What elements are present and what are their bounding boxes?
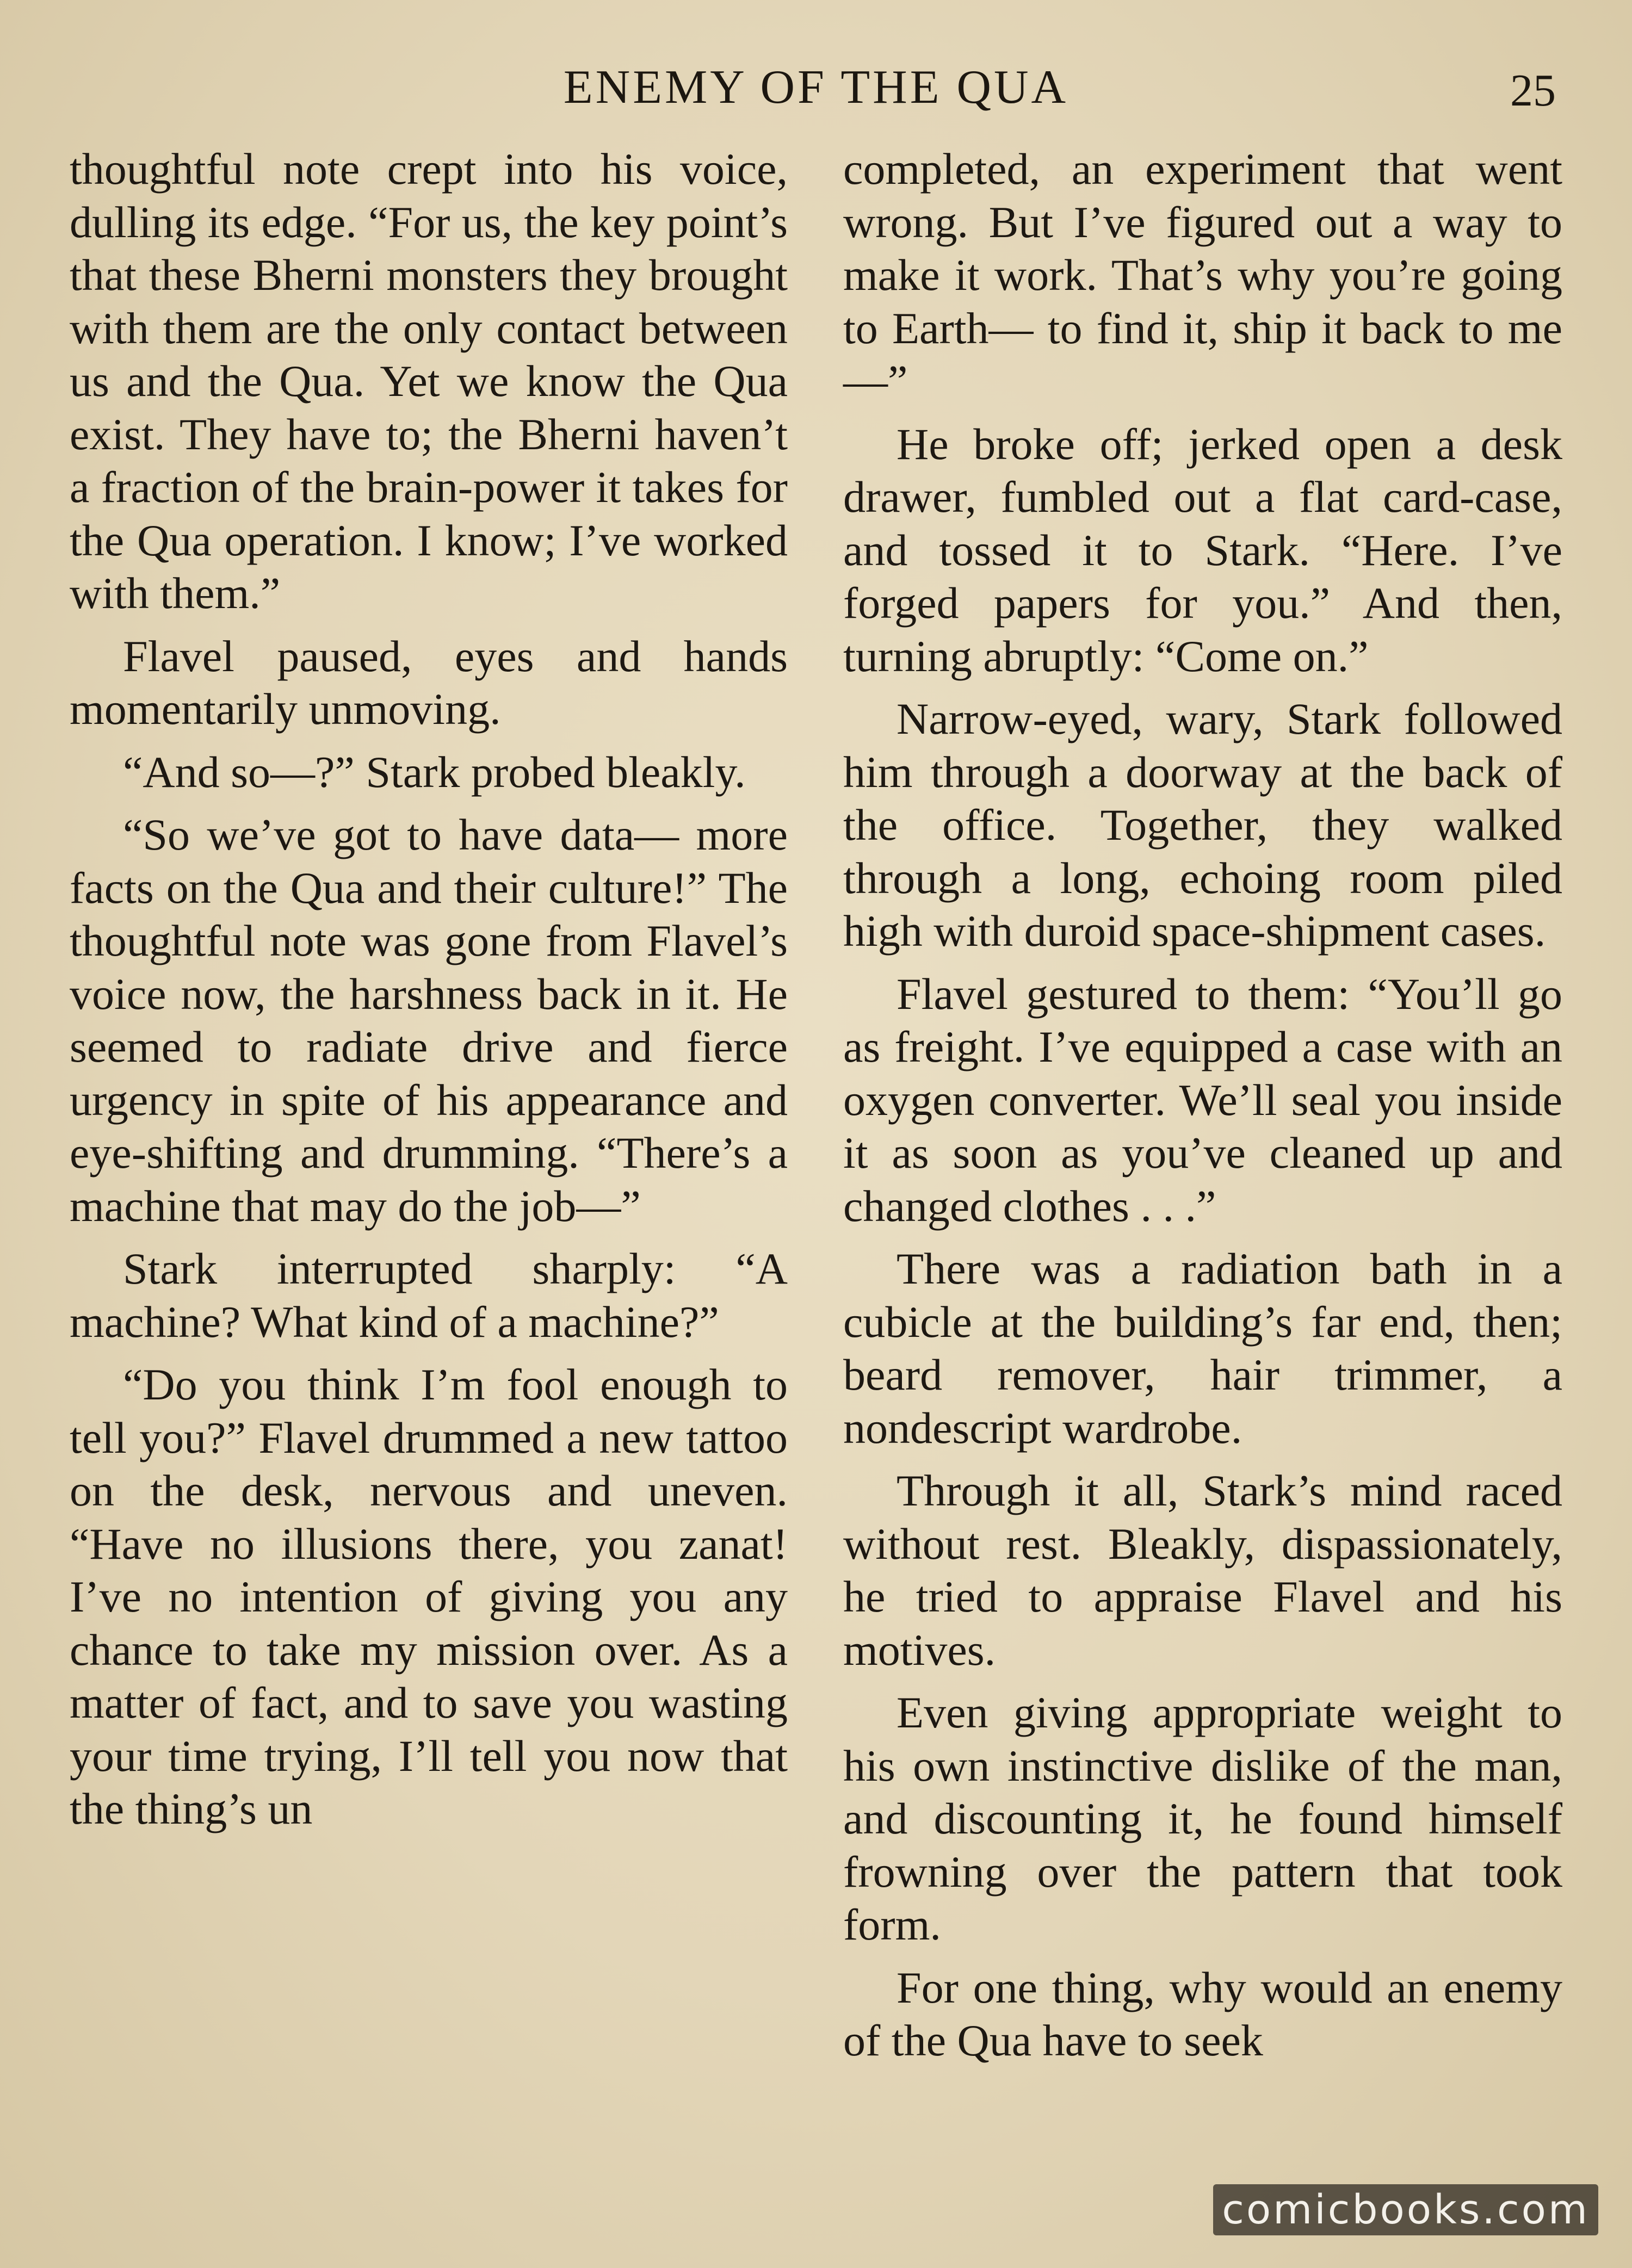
left-column <box>70 142 788 1845</box>
paragraph: “So we’ve got to have data— more facts on the Qua and their culture!” The thoughtful note was gone from Flavel’s voice now, the harshness back in it. He seemed to radiate drive and fierce urgency in spite of his appearance and eye-shifting and drumming. “There’s a machine that may do the job—” <box>70 810 788 1231</box>
watermark: comicbooks.com <box>1213 2184 1598 2235</box>
running-head: ENEMY OF THE QUA <box>563 61 1069 114</box>
paragraph: Flavel gestured to them: “You’ll go as freight. I’ve equipped a case with an oxygen converter. We’ll seal you inside it as soon as you’ve cleaned up and changed clothes . . .” <box>843 969 1562 1231</box>
right-column <box>843 142 1562 2077</box>
paragraph: completed, an experiment that went wrong. But I’ve figured out a way to make it work. That’s why you’re going to Earth— to find it, ship it back to me—” <box>843 144 1562 406</box>
paragraph: For one thing, why would an enemy of the Qua have to seek <box>843 1962 1562 2065</box>
paragraph: He broke off; jerked open a desk drawer, fumbled out a flat card-case, and tossed it to Stark. “Here. I’ve forged papers for you.” And then, turning abruptly: “Come on.” <box>843 419 1562 681</box>
page-header <box>0 54 1632 120</box>
page-number: 25 <box>1510 65 1556 116</box>
paragraph: There was a radiation bath in a cubicle at the building’s far end, then; beard remover, hair trimmer, a nondescript wardrobe. <box>843 1244 1562 1453</box>
paragraph: thoughtful note crept into his voice, dulling its edge. “For us, the key point’s that these Bherni monsters they brought with them are the only contact between us and the Qua. Yet we know the Qua exist. They have to; the Bherni haven’t a fraction of the brain-power it takes for the Qua operation. I know; I’ve worked with them.” <box>70 144 788 618</box>
paragraph: Through it all, Stark’s mind raced without rest. Bleakly, dispassionately, he tried to appraise Flavel and his motives. <box>843 1466 1562 1675</box>
paragraph: Even giving appropriate weight to his own instinctive dislike of the man, and discounting it, he found himself frowning over the pattern that took form. <box>843 1688 1562 1949</box>
paragraph: “Do you think I’m fool enough to tell you?” Flavel drummed a new tattoo on the desk, nervous and uneven. “Have no illusions there, you zanat! I’ve no intention of giving you any chance to take my mission over. As a matter of fact, and to save you wasting your time trying, I’ll tell you now that the thing’s un <box>70 1360 788 1833</box>
paragraph: Narrow-eyed, wary, Stark followed him through a doorway at the back of the office. Together, they walked through a long, echoing room piled high with duroid space-shipment cases. <box>843 694 1562 956</box>
paragraph: Flavel paused, eyes and hands momentarily unmoving. <box>70 631 788 734</box>
paragraph: Stark interrupted sharply: “A machine? What kind of a machine?” <box>70 1244 788 1347</box>
paragraph: “And so—?” Stark probed bleakly. <box>123 747 746 797</box>
